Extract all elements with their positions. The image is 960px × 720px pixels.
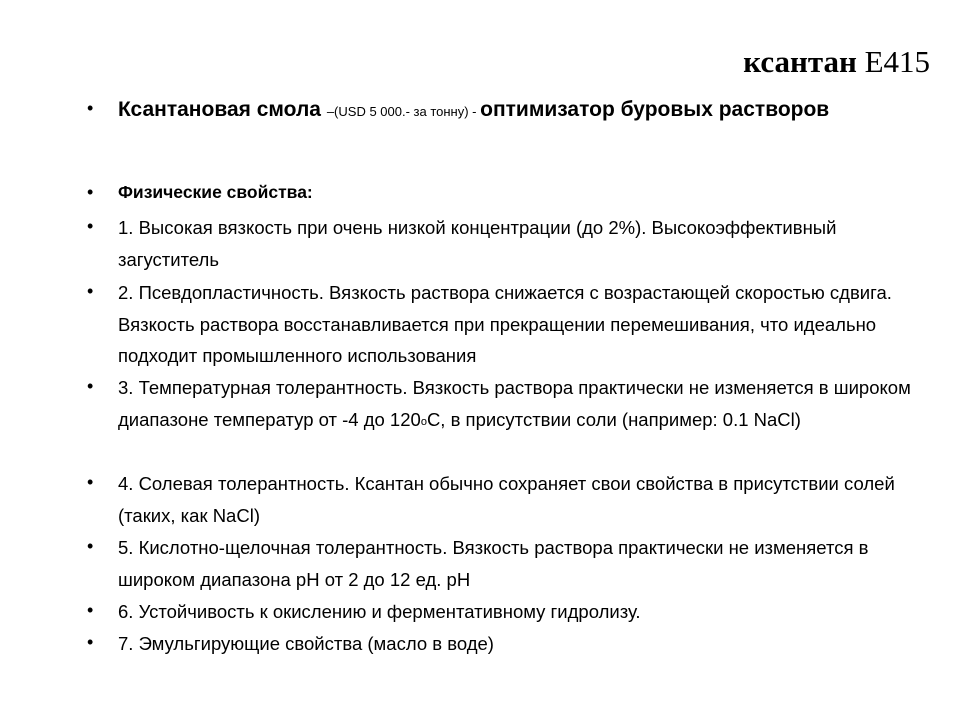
list-item-acid-alkali-tolerance: 5. Кислотно-щелочная толерантность. Вязкость раствора практически не изменяется в широком диапазона рН от 2 до 12 ед. рН	[118, 537, 869, 590]
list-item-xanthan-resin	[118, 96, 918, 125]
item-text-after: С, в присутствии соли (например: 0.1 NaCl)	[426, 408, 801, 430]
list-item-physical-properties: Физические свойства:	[118, 182, 313, 202]
bullet-icon: •	[87, 182, 94, 202]
item-price: –(USD 5 000.- за тонну)	[326, 104, 469, 119]
bullet-icon: •	[87, 376, 94, 396]
item-separator: -	[468, 104, 481, 119]
slide-title-bold: ксантан	[743, 44, 857, 79]
bullet-icon: •	[87, 472, 94, 492]
bullet-icon: •	[87, 216, 94, 236]
item-tail: оптимизатор буровых растворов	[480, 98, 830, 121]
bullet-icon: •	[87, 600, 94, 620]
slide-title-code: Е415	[864, 44, 930, 79]
bullet-icon: •	[87, 632, 94, 652]
list-item-oxidation-resistance: 6. Устойчивость к окислению и ферментативному гидролизу.	[118, 601, 641, 622]
bullet-icon: •	[87, 281, 94, 301]
list-item-salt-tolerance: 4. Солевая толерантность. Ксантан обычно сохраняет свои свойства в присутствии солей (таких, как NaCl)	[118, 473, 895, 526]
item-lead: Ксантановая смола	[118, 98, 321, 121]
degree-mark: о	[420, 415, 427, 428]
list-item-pseudoplasticity: 2. Псевдопластичность. Вязкость раствора снижается с возрастающей скоростью сдвига. Вязкость раствора восстанавливается при прекращении перемешивания, что идеально подходит промышленного использования	[118, 282, 892, 366]
item-text-before: 3. Температурная толерантность. Вязкость раствора практически не изменяется в широком диапазоне температур от -4 до 120	[118, 377, 911, 430]
list-item-temperature-tolerance	[118, 372, 918, 439]
bullet-icon: •	[87, 98, 94, 118]
list-item-emulsifying: 7. Эмульгирующие свойства (масло в воде)	[118, 633, 494, 654]
list-item-viscosity: 1. Высокая вязкость при очень низкой концентрации (до 2%). Высокоэффективный загуститель	[118, 217, 837, 270]
bullet-icon: •	[87, 536, 94, 556]
